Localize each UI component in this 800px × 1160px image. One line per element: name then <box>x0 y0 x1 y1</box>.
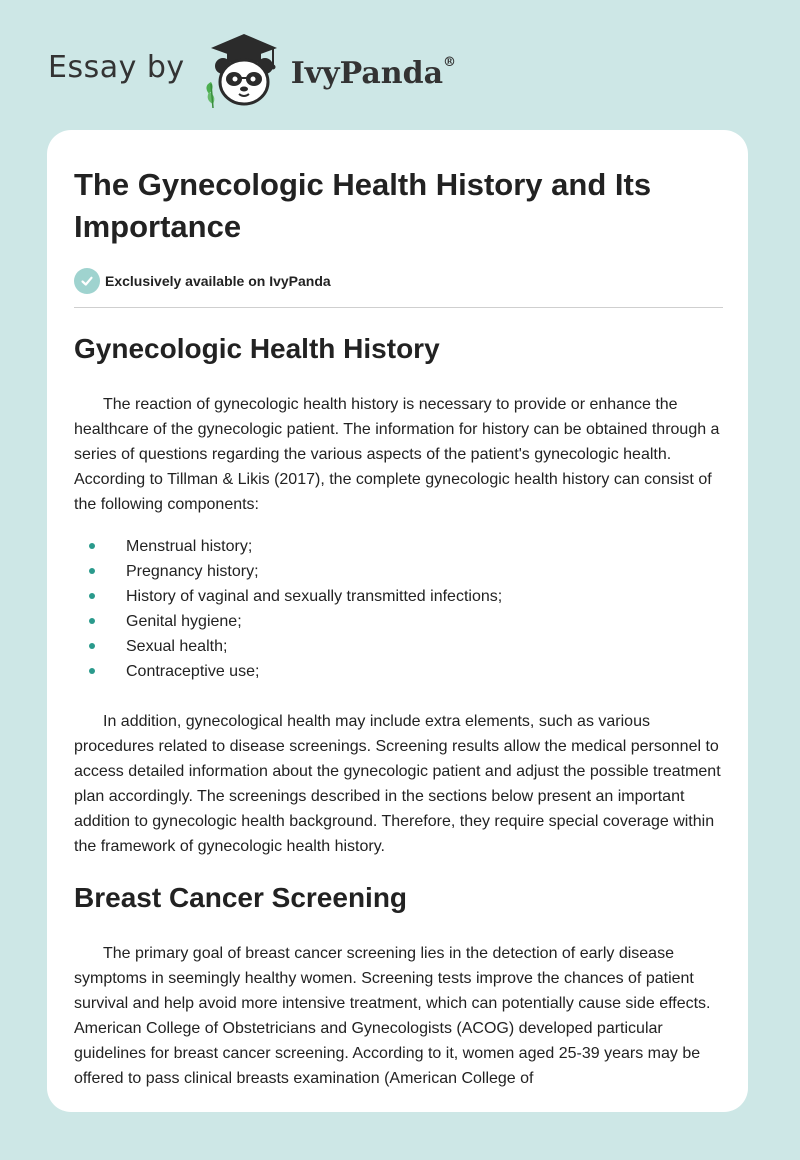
section-heading: Gynecologic Health History <box>74 333 440 364</box>
bullet-icon <box>89 668 95 674</box>
brand-header <box>48 30 748 110</box>
paragraph: In addition, gynecological health may include extra elements, such as various procedures related to disease screenings. Screening results allow the medical personnel to access detailed information about the gynecologic patient and adjust the possible treatment plan accordingly. The screenings described in the sections below present an important addition to gynecologic health background. Therefore, they require special coverage within the framework of gynecologic health history. <box>74 713 721 855</box>
bullet-icon <box>89 643 95 649</box>
exclusive-label: Exclusively available on IvyPanda <box>105 273 331 289</box>
panda-logo-icon[interactable] <box>199 30 289 110</box>
list-item: Contraceptive use; <box>74 659 722 684</box>
section-heading: Breast Cancer Screening <box>74 882 408 913</box>
bullet-icon <box>89 543 95 549</box>
list-item: Menstrual history; <box>74 534 722 559</box>
list-item: Genital hygiene; <box>74 609 722 634</box>
page-title: The Gynecologic Health History and Its Importance <box>74 167 652 244</box>
paragraph: The reaction of gynecologic health history is necessary to provide or enhance the healthcare of the gynecologic patient. The information for history can be obtained through a series of questions regarding the various aspects of the patient's gynecologic health. According to Tillman & Likis (2017), the complete gynecologic health history can consist of the following components: <box>74 396 720 513</box>
check-icon <box>74 268 100 294</box>
list-item: Pregnancy history; <box>74 559 722 584</box>
paragraph: The primary goal of breast cancer screening lies in the detection of early disease symptoms in seemingly healthy women. Screening tests improve the chances of patient survival and help avoid more intensive treatment, which can potentially cause side effects. American College of Obstetricians and Gynecologists (ACOG) developed particular guidelines for breast cancer screening. According to it, women aged 25-39 years may be offered to pass clinical breasts examination (American College of <box>74 945 711 1087</box>
list-item: History of vaginal and sexually transmitted infections; <box>74 584 722 609</box>
bullet-icon <box>89 568 95 574</box>
components-list <box>74 534 722 684</box>
exclusive-badge <box>74 268 722 294</box>
list-item: Sexual health; <box>74 634 722 659</box>
bullet-icon <box>89 593 95 599</box>
divider <box>74 307 723 308</box>
bullet-icon <box>89 618 95 624</box>
brand-name: IvyPanda® <box>290 54 457 91</box>
brand-prefix: Essay by <box>48 49 185 85</box>
article-card <box>47 130 748 1112</box>
